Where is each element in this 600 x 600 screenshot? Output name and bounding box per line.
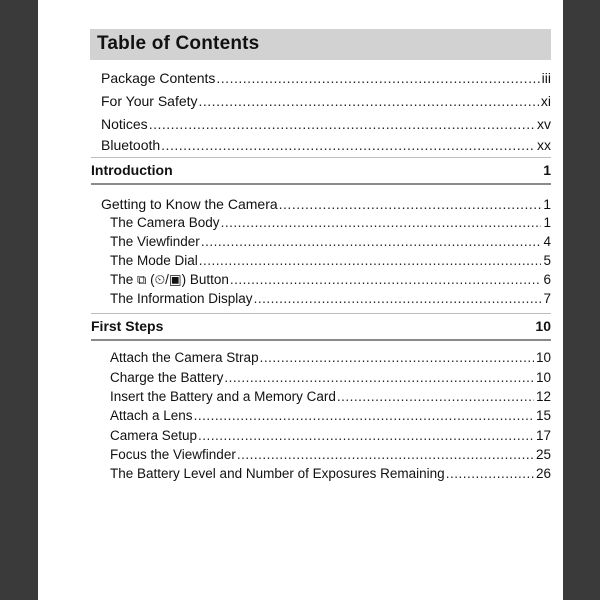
dot-leader <box>221 215 542 230</box>
toc-entry-label-suffix: (⏲/▣) Button <box>150 272 229 287</box>
toc-entry-page: 17 <box>535 428 551 443</box>
toc-entry-for-your-safety[interactable] <box>101 93 551 113</box>
chapter-heading-introduction[interactable] <box>91 157 551 185</box>
dot-leader <box>260 350 534 365</box>
toc-entry-label <box>110 272 229 288</box>
toc-entry-page: 26 <box>535 466 551 481</box>
toc-entry-the-mode-dial[interactable] <box>110 253 551 272</box>
toc-entry-page: xv <box>537 116 551 132</box>
toc-entry-the-viewfinder[interactable] <box>110 234 551 253</box>
toc-entry-label: The Viewfinder <box>110 234 200 249</box>
dot-leader <box>198 428 534 443</box>
toc-entry-page: iii <box>541 70 551 86</box>
toc-entry-battery-level-and-exposures[interactable] <box>110 466 551 485</box>
toc-entry-attach-the-camera-strap[interactable] <box>110 350 551 369</box>
divider <box>91 339 551 341</box>
dot-leader <box>216 70 539 86</box>
toc-entry-page: xi <box>540 93 551 109</box>
toc-entry-label: Notices <box>101 116 148 132</box>
toc-entry-label: The Information Display <box>110 291 253 306</box>
toc-entry-page: 1 <box>543 215 551 230</box>
toc-entry-the-information-display[interactable] <box>110 291 551 310</box>
toc-entry-page: 10 <box>535 350 551 365</box>
toc-entry-label: Attach a Lens <box>110 408 193 423</box>
chapter-heading-first-steps[interactable] <box>91 313 551 341</box>
toc-header <box>90 29 551 60</box>
toc-entry-page: 6 <box>543 272 551 287</box>
toc-entry-label: The Mode Dial <box>110 253 198 268</box>
toc-entry-label: Charge the Battery <box>110 370 224 385</box>
dot-leader <box>199 253 542 268</box>
chapter-title: Introduction <box>91 162 173 178</box>
toc-entry-label-prefix: The <box>110 272 134 287</box>
toc-entry-insert-the-battery-and-a-memory-card[interactable] <box>110 389 551 408</box>
toc-entry-page: 7 <box>543 291 551 306</box>
divider <box>91 313 551 314</box>
toc-entry-charge-the-battery[interactable] <box>110 370 551 389</box>
toc-entry-label: Bluetooth <box>101 137 161 153</box>
toc-entry-release-mode-button[interactable] <box>110 272 551 291</box>
dot-leader <box>337 389 534 404</box>
chapter-page: 10 <box>535 318 551 334</box>
toc-entry-notices[interactable] <box>101 116 551 136</box>
toc-entry-the-camera-body[interactable] <box>110 215 551 234</box>
toc-entry-label: Camera Setup <box>110 428 198 443</box>
dot-leader <box>201 234 542 249</box>
toc-entry-label: Attach the Camera Strap <box>110 350 259 365</box>
toc-entry-label: For Your Safety <box>101 93 198 109</box>
toc-entry-page: 12 <box>535 389 551 404</box>
divider <box>91 157 551 158</box>
toc-entry-label: Getting to Know the Camera <box>101 196 278 212</box>
toc-entry-page: 5 <box>543 253 551 268</box>
toc-entry-package-contents[interactable] <box>101 70 551 90</box>
toc-entry-getting-to-know-the-camera[interactable] <box>101 196 551 215</box>
dot-leader <box>254 291 542 306</box>
toc-entry-label: Focus the Viewfinder <box>110 447 236 462</box>
dot-leader <box>199 93 539 109</box>
toc-entry-label: The Camera Body <box>110 215 220 230</box>
toc-entry-bluetooth[interactable] <box>101 137 551 157</box>
dot-leader <box>161 137 535 153</box>
toc-entry-page: 10 <box>535 370 551 385</box>
page-title: Table of Contents <box>97 33 260 54</box>
dot-leader <box>194 408 534 423</box>
dot-leader <box>279 196 542 212</box>
release-mode-icon: ⧉ <box>137 272 147 287</box>
toc-entry-label: The Battery Level and Number of Exposures Remaining <box>110 466 445 481</box>
toc-entry-label: Insert the Battery and a Memory Card <box>110 389 336 404</box>
toc-entry-focus-the-viewfinder[interactable] <box>110 447 551 466</box>
chapter-title: First Steps <box>91 318 164 334</box>
dot-leader <box>446 466 534 481</box>
toc-entry-page: 4 <box>543 234 551 249</box>
toc-entry-page: 15 <box>535 408 551 423</box>
document-page <box>38 0 563 600</box>
dot-leader <box>149 116 535 132</box>
dot-leader <box>230 272 542 287</box>
chapter-page: 1 <box>543 162 551 178</box>
toc-entry-attach-a-lens[interactable] <box>110 408 551 427</box>
toc-entry-camera-setup[interactable] <box>110 428 551 447</box>
toc-entry-page: 1 <box>543 196 551 212</box>
dot-leader <box>224 370 534 385</box>
toc-entry-page: xx <box>537 137 551 153</box>
toc-entry-label: Package Contents <box>101 70 216 86</box>
divider <box>91 183 551 185</box>
toc-entry-page: 25 <box>535 447 551 462</box>
dot-leader <box>237 447 534 462</box>
